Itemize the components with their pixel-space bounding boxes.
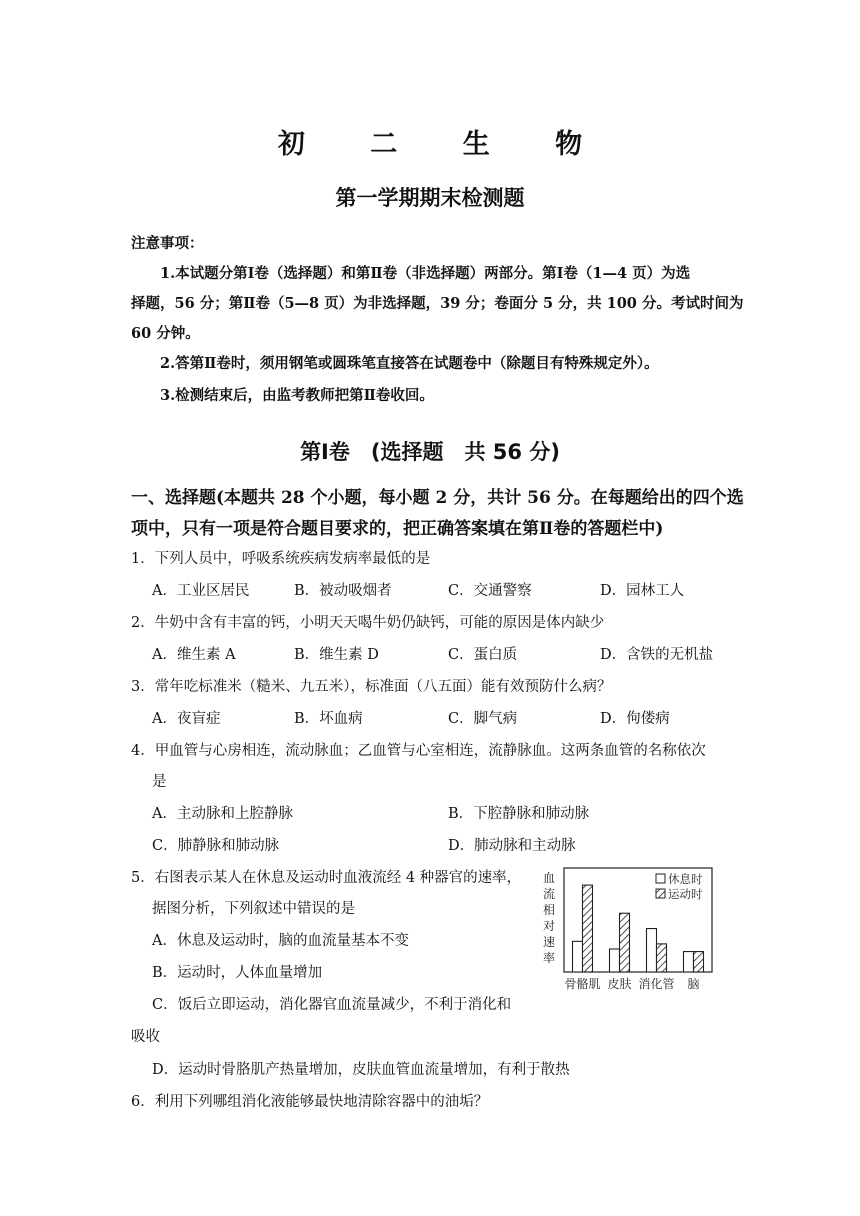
section-heading: 第Ⅰ卷 (选择题 共 56 分) [300,440,560,464]
question-1-stem: 1．下列人员中，呼吸系统疾病发病率最低的是 [131,551,431,567]
bar-exercise-3 [694,952,704,972]
notice-item-2: 2.答第Ⅱ卷时，须用钢笔或圆珠笔直接答在试题卷中（除题目有特殊规定外）。 [160,355,659,372]
question-2-option-c: C．蛋白质 [448,647,518,663]
part-instruction-line-1: 一、选择题(本题共 28 个小题，每小题 2 分，共计 56 分。在每题给出的四个选 [131,488,744,508]
question-4-stem-line-1: 4．甲血管与心房相连，流动脉血；乙血管与心室相连，流静脉血。这两条血管的名称依次 [131,743,706,759]
question-5-option-c-line-1: C．饭后立即运动，消化器官血流量减少，不利于消化和 [152,997,512,1013]
question-1-option-d: D．园林工人 [600,583,685,599]
question-6-stem: 6．利用下列哪组消化液能够最快地清除容器中的油垢？ [131,1094,489,1110]
bar-rest-0 [573,941,583,972]
question-3-option-a: A．夜盲症 [152,711,221,727]
question-4-option-d: D．肺动脉和主动脉 [448,838,576,854]
question-2-option-b: B．维生素 D [294,647,379,663]
question-2-option-a: A．维生素 A [152,647,236,663]
question-1-option-c: C．交通警察 [448,583,532,599]
bar-rest-2 [647,929,657,972]
x-tick-label: 消化管 [638,977,675,991]
question-5-option-d: D．运动时骨胳肌产热量增加，皮肤血管血流量增加，有利于散热 [152,1062,570,1078]
x-tick-label: 骨骼肌 [564,977,601,991]
question-5-option-b: B．运动时，人体血量增加 [152,965,323,981]
y-axis-label [543,871,555,965]
legend-label-rest: 休息时 [668,872,703,886]
question-5-option-c-line-2: 吸收 [131,1029,160,1045]
legend-label-exercise: 运动时 [668,887,703,901]
bar-rest-1 [610,949,620,972]
notice-item-1-line-3: 60 分钟。 [131,325,200,342]
question-4-stem-line-2: 是 [152,774,167,790]
y-axis-label-char: 速 [542,935,556,949]
question-3-option-d: D．佝偻病 [600,711,670,727]
y-axis-label-char: 对 [542,919,556,933]
page-title: 初 二 生 物 [277,129,611,160]
x-tick-label: 脑 [687,977,700,991]
bar-exercise-1 [620,913,630,972]
notice-heading: 注意事项： [131,235,204,252]
y-axis-label-char: 率 [542,951,556,965]
notice-item-1-line-1: 1.本试题分第Ⅰ卷（选择题）和第Ⅱ卷（非选择题）两部分。第Ⅰ卷（1—4 页）为选 [160,265,691,282]
question-3-option-b: B．坏血病 [294,711,363,727]
question-1-option-b: B．被动吸烟者 [294,583,392,599]
y-axis-label-char: 相 [542,903,556,917]
question-5-option-a: A．休息及运动时，脑的血流量基本不变 [152,933,409,949]
legend-swatch-exercise [656,889,665,898]
question-2-stem: 2．牛奶中含有丰富的钙，小明天天喝牛奶仍缺钙，可能的原因是体内缺少 [131,615,605,631]
part-instruction-line-2: 项中，只有一项是符合题目要求的，把正确答案填在第Ⅱ卷的答题栏中) [131,519,664,539]
y-axis-label-char: 血 [542,871,556,885]
question-5-stem-line-1: 5．右图表示某人在休息及运动时血液流经 4 种器官的速率， [131,870,522,886]
question-4-option-c: C．肺静脉和肺动脉 [152,838,280,854]
notice-item-1-line-2: 择题，56 分；第Ⅱ卷（5—8 页）为非选择题，39 分；卷面分 5 分，共 100 分。考试时间为 [131,295,744,312]
question-4-option-a: A．主动脉和上腔静脉 [152,806,293,822]
blood-flow-bar-chart [538,862,718,992]
question-2-option-d: D．含铁的无机盐 [600,647,714,663]
notice-item-3: 3.检测结束后，由监考教师把第Ⅱ卷收回。 [160,387,434,404]
question-3-stem: 3．常年吃标准米（糙米、九五米），标准面（八五面）能有效预防什么病？ [131,679,612,695]
question-4-option-b: B．下腔静脉和肺动脉 [448,806,590,822]
bar-rest-3 [684,952,694,972]
bar-exercise-2 [657,944,667,972]
question-1-option-a: A．工业区居民 [152,583,250,599]
x-tick-label: 皮肤 [607,977,632,991]
question-5-stem-line-2: 据图分析，下列叙述中错误的是 [152,901,355,917]
y-axis-label-char: 流 [542,887,556,901]
page-subtitle: 第一学期期末检测题 [335,185,525,210]
bar-exercise-0 [583,885,593,972]
legend-swatch-rest [656,874,665,883]
question-3-option-c: C．脚气病 [448,711,518,727]
